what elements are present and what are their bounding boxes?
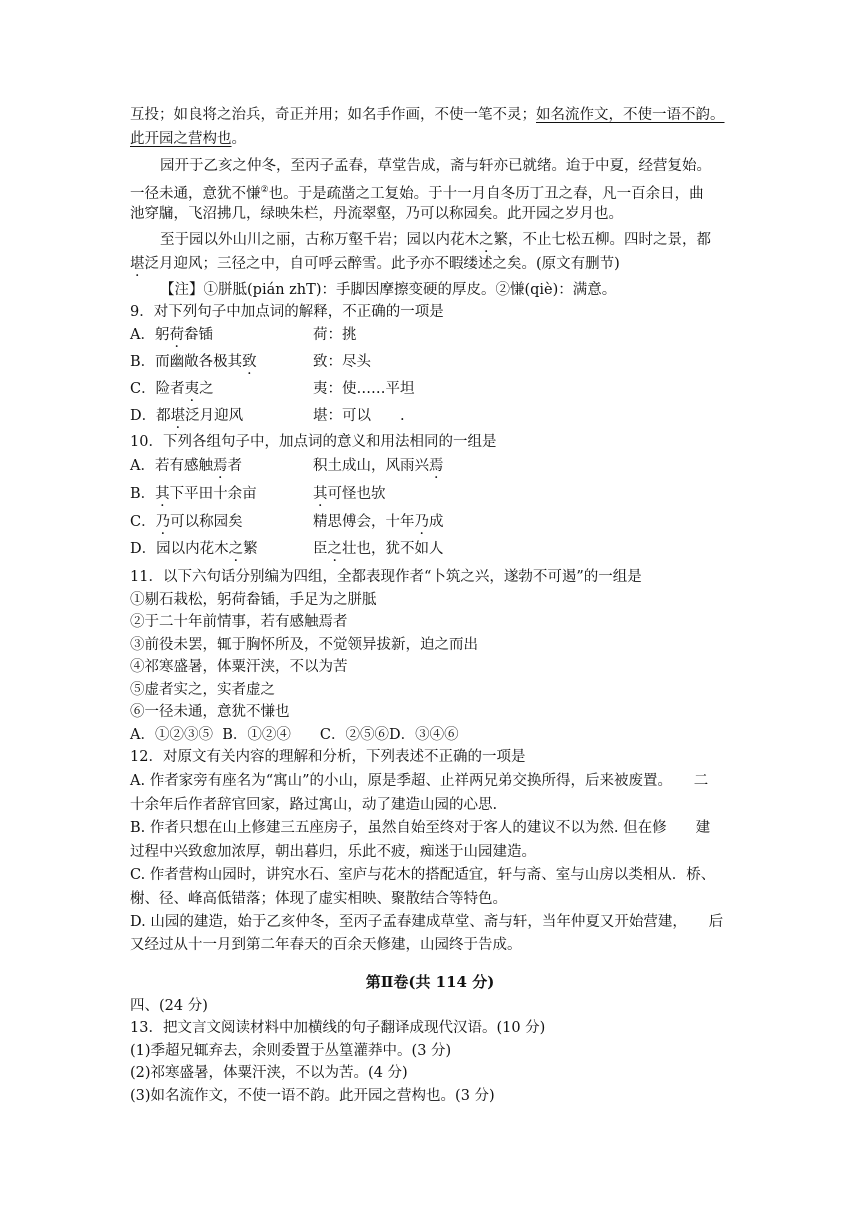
- dotted-word: 堪: [130, 256, 145, 272]
- option-text: 若有感触: [154, 458, 213, 474]
- option-letter: C．: [130, 514, 156, 530]
- option-text: 都: [156, 408, 171, 424]
- q10-option-c-right: [313, 512, 444, 532]
- dotted-word: 堪: [170, 408, 186, 424]
- dotted-word: 乃: [155, 514, 171, 530]
- option-text: 险者: [155, 381, 185, 397]
- passage-text: 也。于是疏凿之工复始。于十一月自冬历丁丑之春，凡一百余日，曲: [268, 185, 704, 202]
- option-text: 繁: [243, 541, 258, 557]
- q11-item: ③前役未罢，辄于胸怀所及，不觉领异拔新，迫之而出: [130, 637, 478, 653]
- q12-option-b-cont: 过程中兴致愈加浓厚，朝出暮归，乐此不疲，痴迷于山园建造。: [130, 844, 536, 860]
- option-text: 者: [227, 458, 242, 474]
- q10-option-a: [130, 456, 242, 476]
- q9-option-d-meaning: 堪：可以 .: [313, 408, 405, 424]
- q11-item: ⑥一径未通，意犹不慊也: [130, 704, 290, 720]
- option-text: 壮也，犹不如人: [342, 541, 444, 557]
- q13-sentence-2: (2)祁寒盛暑，体粟汗浃，不以为苦。(4 分): [130, 1065, 408, 1081]
- part-heading: 四、(24 分): [130, 998, 208, 1014]
- dotted-word: 其: [155, 486, 170, 502]
- q10-option-a-right: [313, 456, 444, 476]
- q9-option-d: [130, 406, 243, 426]
- q12-option-a: A. 作者家旁有座名为“寓山”的小山，原是季超、止祥两兄弟交换所得，后来被废置。 二: [130, 773, 709, 789]
- dotted-word: 夷: [184, 381, 200, 397]
- option-text: 臣: [313, 541, 328, 557]
- question-9-stem: 9．对下列句子中加点词的解释，不正确的一项是: [130, 304, 444, 320]
- q12-option-d-cont: 又经过从十一月到第二年春天的百余天修建，山园终于告成。: [130, 937, 522, 953]
- passage-text: 至于园以外山川之丽，古称万壑千岩；园以内花木: [160, 232, 479, 248]
- footnote: 【注】①胼胝(pián zhT)：手脚因摩擦变硬的厚皮。②慊(qiè)：满意。: [160, 282, 617, 298]
- q10-option-b-right: [313, 484, 386, 504]
- option-text: 园以内花木: [156, 541, 229, 557]
- question-12-stem: 12．对原文有关内容的理解和分析，下列表述不正确的一项是: [130, 749, 526, 765]
- q9-option-a-meaning: 荷：挑: [313, 327, 357, 343]
- passage-line: [160, 230, 711, 250]
- dotted-word: 之: [228, 541, 244, 557]
- passage-line: [130, 180, 704, 204]
- q9-option-c: [130, 379, 214, 399]
- option-text: 成: [429, 514, 444, 530]
- underlined-sentence: 此开园之营构也: [130, 131, 232, 147]
- passage-text: 泛月迎风；三径之中，自可呼云醉雪。此予亦不暇缕述之矣。(原文有删节): [144, 256, 620, 272]
- option-text: 而幽敞各极其: [155, 354, 243, 370]
- dotted-word: 焉: [212, 458, 228, 474]
- q9-option-c-meaning: 夷：使……平坦: [313, 381, 415, 397]
- q12-option-a-cont: 十余年后作者辞官回家，路过寓山，动了建造山园的心思.: [130, 797, 498, 813]
- q10-option-b: [130, 484, 257, 504]
- option-text: 可怪也欤: [327, 486, 386, 502]
- q13-sentence-1: (1)季超兄辄弃去，余则委置于丛篁灌莽中。(3 分): [130, 1043, 452, 1059]
- q12-option-b: B. 作者只想在山上修建三五座房子，虽然自始至终对于客人的建议不以为然. 但在修 建: [130, 820, 711, 836]
- option-letter: A．: [130, 458, 155, 474]
- passage-line: [130, 105, 725, 125]
- q9-option-b: [130, 352, 257, 372]
- q12-option-c: C. 作者营构山园时，讲究水石、室庐与花木的搭配适宜，轩与斋、室与山房以类相从．桥、: [130, 867, 716, 883]
- option-text: 下平田十余亩: [169, 486, 257, 502]
- q12-option-d: D. 山园的建造，始于乙亥仲冬，至丙子孟春建成草堂、斋与轩，当年仲夏又开始营建， 后: [130, 914, 724, 930]
- dotted-word: 致: [242, 354, 257, 370]
- passage-text: 繁，不止七松五柳。四时之景，都: [493, 232, 711, 248]
- option-letter: D．: [130, 541, 157, 557]
- q10-option-c: [130, 512, 243, 532]
- dotted-word: 之: [327, 541, 342, 557]
- option-text: 积土成山，风雨兴: [313, 458, 429, 474]
- question-11-stem: 11．以下六句话分别编为四组，全都表现作者“卜筑之兴，遂勃不可遏”的一组是: [130, 569, 642, 585]
- passage-text: 。: [231, 131, 246, 147]
- option-text: 之: [199, 381, 214, 397]
- question-13-stem: 13．把文言文阅读材料中加横线的句子翻译成现代汉语。(10 分): [130, 1020, 546, 1036]
- q10-option-d: [130, 539, 258, 559]
- option-text: 畚锸: [183, 327, 213, 343]
- option-letter: C．: [130, 381, 156, 397]
- q10-option-d-right: [313, 539, 444, 559]
- question-10-stem: 10．下列各组句子中，加点词的意义和用法相同的一组是: [130, 434, 497, 450]
- option-letter: A．: [130, 327, 155, 343]
- q11-item: ⑤虚者实之，实者虚之: [130, 682, 275, 698]
- option-letter: D．: [130, 408, 157, 424]
- passage-line: 园开于乙亥之仲冬，至丙子孟春，草堂告成，斋与轩亦已就绪。迨于中夏，经营复始。: [160, 158, 711, 174]
- passage-line: [130, 129, 246, 149]
- dotted-word: 乃: [414, 514, 429, 530]
- q12-option-c-cont: 榭、径、峰高低错落；体现了虚实相映、聚散结合等特色。: [130, 891, 507, 907]
- q9-option-b-meaning: 致：尽头: [313, 354, 371, 370]
- option-letter: B．: [130, 486, 156, 502]
- q11-item: ①剔石栽松，躬荷畚锸，手足为之胼胝: [130, 592, 377, 608]
- option-letter: B．: [130, 354, 156, 370]
- q11-choices: A．①②③⑤ B．①②④ C．②⑤⑥D．③④⑥: [130, 727, 459, 743]
- section-title: 第Ⅱ卷(共 114 分): [365, 973, 495, 991]
- q11-item: ④祁寒盛暑，体粟汗浃，不以为苦: [130, 659, 348, 675]
- dotted-word: 焉: [429, 458, 444, 474]
- option-text: 可以称园矣: [170, 514, 243, 530]
- passage-line: [130, 254, 620, 274]
- dotted-word: 荷: [169, 327, 184, 343]
- passage-text: 一径未通，意犹不慊: [130, 185, 261, 202]
- q9-option-a: [130, 325, 213, 345]
- footnote-marker: ②: [260, 185, 269, 195]
- dotted-word: 之: [479, 232, 494, 248]
- option-text: 泛月迎风: [185, 408, 244, 424]
- option-text: 精思傅会，十年: [313, 514, 415, 530]
- passage-text: 互投；如良将之治兵，奇正并用；如名手作画，不使一笔不灵；: [130, 107, 536, 123]
- option-text: 躬: [154, 327, 170, 343]
- underlined-sentence: 如名流作文，不使一语不韵。: [536, 107, 725, 123]
- dotted-word: 其: [313, 486, 328, 502]
- passage-line: 池穿牖，飞沼拂几，绿映朱栏，丹流翠壑，乃可以称园矣。此开园之岁月也。: [130, 206, 623, 222]
- q13-sentence-3: (3)如名流作文，不使一语不韵。此开园之营构也。(3 分): [130, 1088, 495, 1104]
- q11-item: ②于二十年前情事，若有感触焉者: [130, 614, 348, 630]
